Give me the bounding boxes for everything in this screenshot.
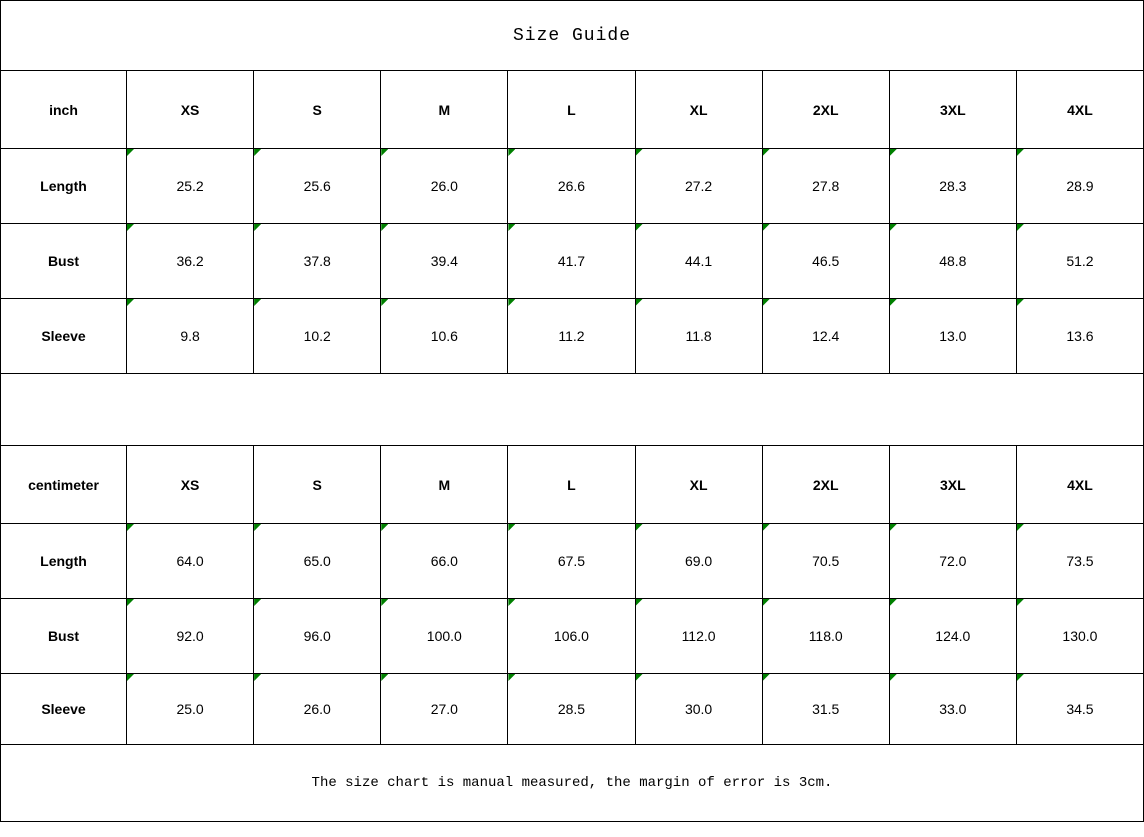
size-value: 13.6 (1066, 328, 1094, 344)
unit-header-inch: inch (1, 71, 127, 149)
cell-flag-icon (763, 149, 770, 156)
inch-header-row (1, 71, 1144, 149)
size-value: 64.0 (176, 553, 204, 569)
size-value-cell (254, 524, 381, 599)
table-row (1, 524, 1144, 599)
size-value: 33.0 (939, 701, 967, 717)
size-value-cell (127, 224, 254, 299)
size-column-header: M (381, 71, 508, 149)
size-value-cell (254, 299, 381, 374)
size-column-header: 2XL (762, 446, 889, 524)
cell-flag-icon (763, 599, 770, 606)
cell-flag-icon (254, 224, 261, 231)
cell-flag-icon (763, 299, 770, 306)
size-value-cell (127, 674, 254, 745)
size-value: 39.4 (430, 253, 458, 269)
footer-note: The size chart is manual measured, the margin of error is 3cm. (1, 745, 1144, 822)
size-value-cell (254, 674, 381, 745)
size-column-header: L (508, 446, 635, 524)
size-column-header: XL (635, 71, 762, 149)
cell-flag-icon (127, 149, 134, 156)
size-value: 124.0 (935, 628, 971, 644)
cell-flag-icon (127, 299, 134, 306)
size-value: 92.0 (176, 628, 204, 644)
cell-flag-icon (381, 149, 388, 156)
size-value-cell (762, 149, 889, 224)
size-value-cell (127, 149, 254, 224)
measure-row-label: Length (1, 524, 127, 599)
size-value-cell (508, 224, 635, 299)
cell-flag-icon (636, 524, 643, 531)
table-row (1, 224, 1144, 299)
size-value: 30.0 (684, 701, 713, 717)
cell-flag-icon (127, 599, 134, 606)
size-value-cell (381, 224, 508, 299)
cell-flag-icon (1017, 674, 1024, 681)
size-value-cell (635, 299, 762, 374)
size-value: 69.0 (684, 553, 713, 569)
size-column-header: L (508, 71, 635, 149)
cell-flag-icon (127, 524, 134, 531)
table-separator (1, 374, 1144, 446)
size-value: 26.0 (303, 701, 331, 717)
size-value: 28.9 (1066, 178, 1094, 194)
size-value: 34.5 (1066, 701, 1094, 717)
centimeter-header-row (1, 446, 1144, 524)
cell-flag-icon (890, 149, 897, 156)
size-value-cell (127, 524, 254, 599)
size-value: 9.8 (180, 328, 200, 344)
size-value: 28.3 (939, 178, 967, 194)
size-value-cell (889, 599, 1016, 674)
cell-flag-icon (890, 524, 897, 531)
cell-flag-icon (890, 224, 897, 231)
cell-flag-icon (763, 224, 770, 231)
table-row (1, 149, 1144, 224)
size-value: 10.6 (430, 328, 458, 344)
size-column-header: S (254, 71, 381, 149)
cell-flag-icon (254, 599, 261, 606)
size-value-cell (1016, 674, 1143, 745)
size-value-cell (508, 599, 635, 674)
size-value-cell (508, 299, 635, 374)
cell-flag-icon (381, 674, 388, 681)
size-value-cell (1016, 524, 1143, 599)
size-value-cell (381, 524, 508, 599)
size-value: 73.5 (1066, 553, 1094, 569)
table-row (1, 674, 1144, 745)
measure-row-label: Bust (1, 224, 127, 299)
measure-row-label: Bust (1, 599, 127, 674)
cell-flag-icon (1017, 299, 1024, 306)
cell-flag-icon (254, 524, 261, 531)
cell-flag-icon (508, 224, 515, 231)
cell-flag-icon (254, 299, 261, 306)
cell-flag-icon (1017, 599, 1024, 606)
cell-flag-icon (636, 674, 643, 681)
size-value-cell (635, 149, 762, 224)
size-column-header: 3XL (889, 446, 1016, 524)
size-value: 25.2 (176, 178, 204, 194)
size-value: 11.2 (558, 328, 585, 344)
size-value-cell (508, 674, 635, 745)
size-value: 36.2 (176, 253, 204, 269)
size-value-cell (762, 524, 889, 599)
size-value: 13.0 (939, 328, 967, 344)
cell-flag-icon (890, 299, 897, 306)
cell-flag-icon (636, 299, 643, 306)
size-value: 31.5 (812, 701, 840, 717)
size-value: 11.8 (685, 328, 712, 344)
size-value: 65.0 (303, 553, 331, 569)
size-column-header: 4XL (1016, 71, 1143, 149)
cell-flag-icon (508, 149, 515, 156)
size-column-header: 2XL (762, 71, 889, 149)
size-value-cell (1016, 224, 1143, 299)
size-value-cell (762, 599, 889, 674)
size-value: 70.5 (812, 553, 840, 569)
measure-row-label: Length (1, 149, 127, 224)
size-value-cell (254, 599, 381, 674)
size-value: 25.0 (176, 701, 204, 717)
size-value-cell (381, 299, 508, 374)
cell-flag-icon (1017, 524, 1024, 531)
size-value: 46.5 (812, 253, 840, 269)
cell-flag-icon (127, 224, 134, 231)
size-value: 96.0 (303, 628, 331, 644)
cell-flag-icon (381, 299, 388, 306)
size-value: 25.6 (303, 178, 331, 194)
size-value-cell (508, 524, 635, 599)
size-value-cell (254, 149, 381, 224)
size-guide-title: Size Guide (1, 1, 1144, 71)
size-value-cell (635, 524, 762, 599)
size-value: 26.6 (557, 178, 586, 194)
size-value: 100.0 (426, 628, 462, 644)
cell-flag-icon (508, 599, 515, 606)
size-value: 118.0 (808, 628, 843, 644)
size-value: 130.0 (1062, 628, 1098, 644)
size-value: 27.2 (684, 178, 713, 194)
size-value: 67.5 (557, 553, 586, 569)
size-value: 48.8 (939, 253, 967, 269)
table-row (1, 299, 1144, 374)
title-row (1, 1, 1144, 71)
size-value-cell (889, 224, 1016, 299)
size-value: 51.2 (1066, 253, 1094, 269)
cell-flag-icon (381, 224, 388, 231)
cell-flag-icon (381, 524, 388, 531)
size-column-header: XS (127, 71, 254, 149)
size-value-cell (762, 299, 889, 374)
size-column-header: S (254, 446, 381, 524)
size-value-cell (762, 674, 889, 745)
size-value: 27.0 (430, 701, 458, 717)
size-value-cell (889, 299, 1016, 374)
size-value-cell (889, 149, 1016, 224)
footer-row (1, 745, 1144, 822)
size-value: 112.0 (681, 628, 716, 644)
measure-row-label: Sleeve (1, 299, 127, 374)
table-row (1, 599, 1144, 674)
size-column-header: XL (635, 446, 762, 524)
size-value-cell (635, 599, 762, 674)
size-value-cell (254, 224, 381, 299)
unit-header-centimeter: centimeter (1, 446, 127, 524)
cell-flag-icon (890, 599, 897, 606)
cell-flag-icon (890, 674, 897, 681)
size-value-cell (1016, 149, 1143, 224)
size-value: 37.8 (303, 253, 331, 269)
size-value: 106.0 (553, 628, 589, 644)
size-value-cell (1016, 299, 1143, 374)
cell-flag-icon (1017, 224, 1024, 231)
size-value-cell (508, 149, 635, 224)
size-column-header: 3XL (889, 71, 1016, 149)
cell-flag-icon (508, 524, 515, 531)
size-column-header: XS (127, 446, 254, 524)
measure-row-label: Sleeve (1, 674, 127, 745)
cell-flag-icon (381, 599, 388, 606)
cell-flag-icon (127, 674, 134, 681)
size-value-cell (381, 674, 508, 745)
cell-flag-icon (254, 674, 261, 681)
size-value-cell (1016, 599, 1143, 674)
size-value: 66.0 (430, 553, 458, 569)
cell-flag-icon (508, 674, 515, 681)
cell-flag-icon (636, 224, 643, 231)
size-value-cell (381, 149, 508, 224)
size-value-cell (127, 599, 254, 674)
size-value-cell (635, 224, 762, 299)
cell-flag-icon (763, 524, 770, 531)
size-value: 28.5 (557, 701, 586, 717)
size-column-header: 4XL (1016, 446, 1143, 524)
size-value: 44.1 (684, 253, 713, 269)
size-value-cell (635, 674, 762, 745)
cell-flag-icon (254, 149, 261, 156)
cell-flag-icon (1017, 149, 1024, 156)
size-value: 72.0 (939, 553, 967, 569)
size-value-cell (889, 524, 1016, 599)
size-value-cell (762, 224, 889, 299)
cell-flag-icon (508, 299, 515, 306)
size-value: 12.4 (812, 328, 840, 344)
size-column-header: M (381, 446, 508, 524)
cell-flag-icon (636, 599, 643, 606)
cell-flag-icon (763, 674, 770, 681)
size-value: 27.8 (812, 178, 840, 194)
separator-row (1, 374, 1144, 446)
size-value: 10.2 (303, 328, 331, 344)
size-value-cell (127, 299, 254, 374)
cell-flag-icon (636, 149, 643, 156)
size-value: 41.7 (557, 253, 586, 269)
size-value: 26.0 (430, 178, 458, 194)
size-value-cell (889, 674, 1016, 745)
size-value-cell (381, 599, 508, 674)
